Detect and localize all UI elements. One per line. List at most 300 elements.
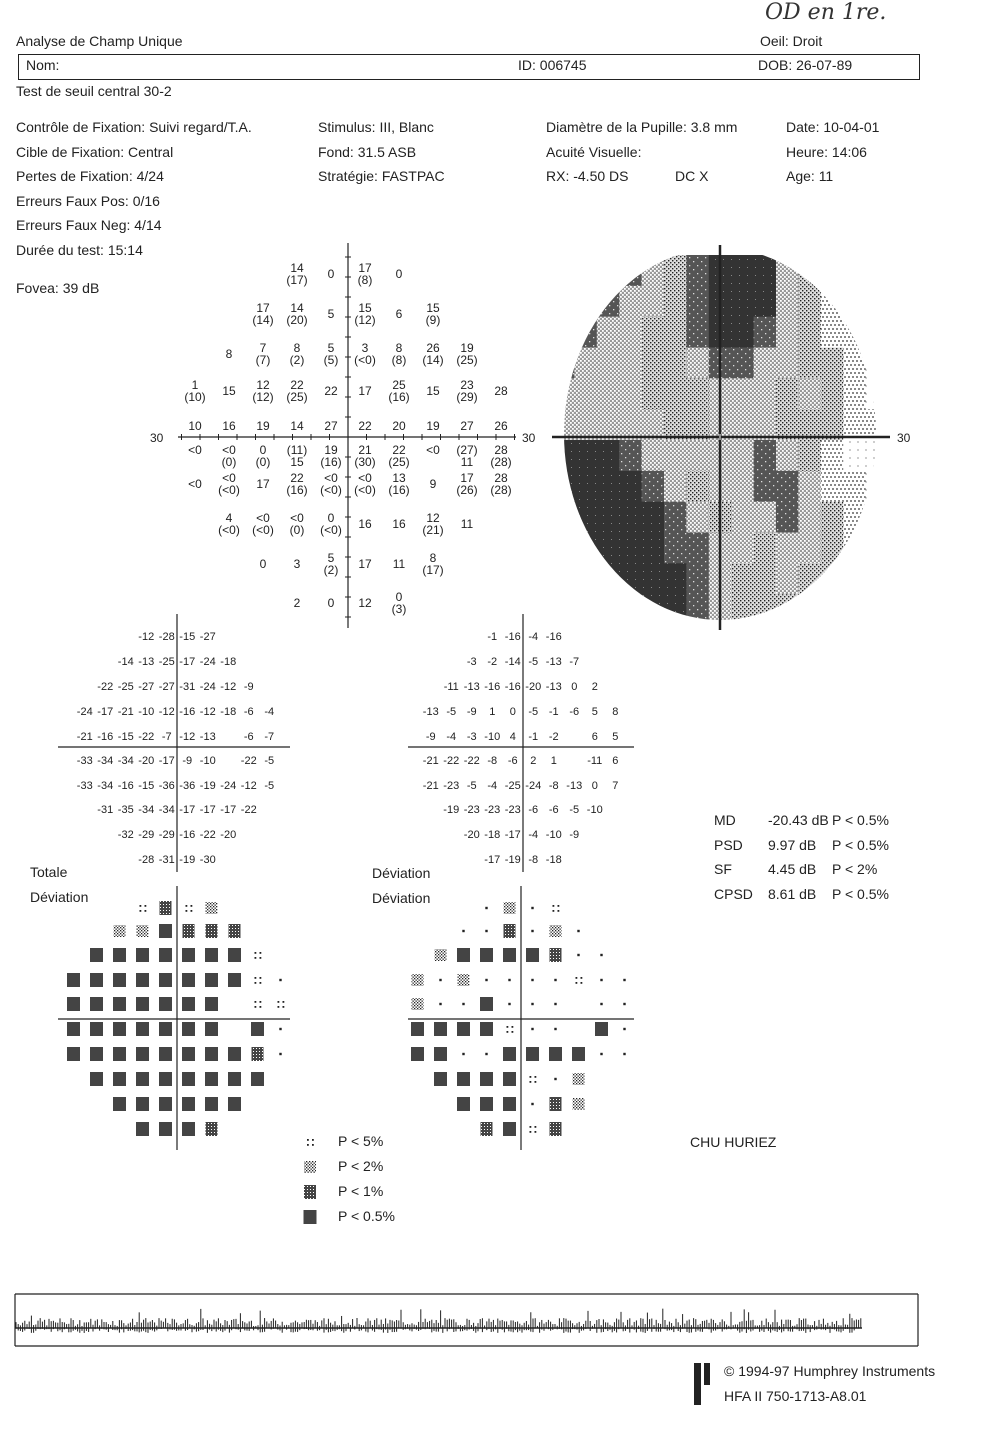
threshold-value: <0 bbox=[426, 443, 440, 457]
threshold-value: (16) bbox=[388, 483, 410, 497]
threshold-value: (0) bbox=[221, 455, 237, 469]
index-value: 4.45 dB bbox=[768, 861, 817, 877]
pattern-deviation-value: -13 bbox=[422, 706, 439, 718]
pattern-deviation-value: -10 bbox=[484, 731, 501, 743]
threshold-value: <0 bbox=[188, 443, 202, 457]
total-deviation-value: -29 bbox=[138, 829, 155, 841]
pattern-deviation-value: 2 bbox=[591, 681, 598, 693]
pattern-deviation-value: -8 bbox=[528, 854, 539, 866]
legend-label: P < 2% bbox=[338, 1158, 384, 1174]
total-deviation-value: -36 bbox=[179, 780, 196, 792]
threshold-value: 20 bbox=[392, 419, 406, 433]
pattern-deviation-value: -2 bbox=[487, 656, 498, 668]
total-deviation-value: -24 bbox=[199, 656, 216, 668]
total-deviation-value: -17 bbox=[220, 804, 237, 816]
threshold-value: (<0) bbox=[320, 523, 342, 537]
pattern-deviation-label: Déviation Déviation bbox=[372, 865, 431, 906]
threshold-value: 21 bbox=[358, 443, 372, 457]
legend-label: P < 5% bbox=[338, 1133, 384, 1149]
param-line: Durée du test: 15:14 bbox=[16, 241, 143, 258]
pattern-deviation-value: -3 bbox=[466, 731, 477, 743]
threshold-value: 19 bbox=[426, 419, 440, 433]
patient-id: ID: 006745 bbox=[518, 57, 587, 73]
total-deviation-value: -22 bbox=[199, 829, 216, 841]
threshold-value: (3) bbox=[391, 602, 407, 616]
pattern-deviation-value: -22 bbox=[463, 755, 480, 767]
threshold-value: 17 bbox=[256, 301, 270, 315]
pattern-deviation-value: -11 bbox=[443, 681, 459, 693]
threshold-value: 28 bbox=[494, 443, 508, 457]
total-deviation-value: -15 bbox=[138, 780, 155, 792]
threshold-value: (14) bbox=[422, 353, 444, 367]
total-deviation-value: -22 bbox=[240, 804, 257, 816]
total-deviation-value: -21 bbox=[76, 731, 93, 743]
threshold-value: 25 bbox=[392, 378, 406, 392]
pattern-deviation-value: -13 bbox=[545, 681, 562, 693]
threshold-value: 3 bbox=[293, 557, 301, 571]
threshold-value: 0 bbox=[259, 443, 267, 457]
index-value: -20.43 dB bbox=[768, 812, 829, 828]
threshold-value: (26) bbox=[456, 483, 478, 497]
pattern-deviation-value: 0 bbox=[571, 681, 578, 693]
threshold-value: (10) bbox=[184, 390, 206, 404]
pattern-deviation-value: -9 bbox=[466, 706, 477, 718]
threshold-value: (17) bbox=[286, 273, 308, 287]
index-probability: P < 0.5% bbox=[832, 836, 889, 853]
threshold-value: 1 bbox=[191, 378, 199, 392]
threshold-value: 7 bbox=[259, 341, 267, 355]
threshold-value: 6 bbox=[395, 307, 403, 321]
threshold-value: (11) bbox=[286, 443, 308, 457]
total-deviation-value: -18 bbox=[220, 706, 237, 718]
total-deviation-value: -32 bbox=[117, 829, 134, 841]
threshold-value: 12 bbox=[256, 378, 270, 392]
pattern-deviation-value: -18 bbox=[545, 854, 562, 866]
threshold-value: 22 bbox=[324, 384, 338, 398]
index-name: CPSD bbox=[714, 885, 753, 902]
total-deviation-value: -31 bbox=[179, 681, 196, 693]
total-deviation-value: -28 bbox=[158, 631, 175, 643]
pattern-deviation-value: -20 bbox=[525, 681, 542, 693]
threshold-value: (<0) bbox=[252, 523, 274, 537]
threshold-value: 16 bbox=[358, 517, 372, 531]
threshold-value: 12 bbox=[426, 511, 440, 525]
threshold-value: 22 bbox=[392, 443, 406, 457]
total-deviation-value: -16 bbox=[179, 706, 196, 718]
pattern-deviation-value: -23 bbox=[443, 780, 460, 792]
threshold-value: 8 bbox=[429, 551, 437, 565]
pattern-deviation-value: -6 bbox=[528, 804, 539, 816]
threshold-value: (5) bbox=[323, 353, 339, 367]
pattern-deviation-value: 7 bbox=[612, 780, 619, 792]
pattern-deviation-value: -6 bbox=[507, 755, 518, 767]
pattern-deviation-value: -13 bbox=[566, 780, 583, 792]
param-line: Age: 11 bbox=[786, 168, 834, 184]
fovea-value: Fovea: 39 dB bbox=[16, 280, 100, 296]
index-probability: P < 0.5% bbox=[832, 885, 889, 902]
total-deviation-value: -22 bbox=[240, 755, 257, 767]
pattern-deviation-value: -16 bbox=[504, 681, 521, 693]
pattern-deviation-value: -17 bbox=[504, 829, 521, 841]
total-deviation-value: -20 bbox=[138, 755, 155, 767]
threshold-value: <0 bbox=[324, 471, 338, 485]
total-deviation-value: -31 bbox=[158, 854, 175, 866]
threshold-value: (2) bbox=[289, 353, 305, 367]
total-deviation-value: -6 bbox=[243, 706, 254, 718]
pattern-deviation-value: -5 bbox=[466, 780, 477, 792]
total-deviation-value: -12 bbox=[138, 631, 155, 643]
threshold-value: 27 bbox=[460, 419, 474, 433]
patient-dob: DOB: 26-07-89 bbox=[758, 57, 853, 73]
threshold-value: (28) bbox=[490, 483, 512, 497]
param-line: Stratégie: FASTPAC bbox=[318, 168, 445, 184]
threshold-value: 8 bbox=[225, 347, 233, 361]
pattern-deviation-value: -10 bbox=[545, 829, 562, 841]
total-deviation-value: -12 bbox=[158, 706, 175, 718]
threshold-value: 11 bbox=[460, 455, 474, 469]
pattern-deviation-value: -19 bbox=[504, 854, 521, 866]
index-value: 8.61 dB bbox=[768, 885, 817, 902]
pattern-deviation-value: -10 bbox=[586, 804, 603, 816]
threshold-value: 26 bbox=[426, 341, 440, 355]
param-line: Pertes de Fixation: 4/24 bbox=[16, 168, 164, 184]
index-probability: P < 0.5% bbox=[832, 812, 889, 828]
total-deviation-value: -24 bbox=[199, 681, 216, 693]
threshold-value: (25) bbox=[456, 353, 478, 367]
pattern-deviation-value: -13 bbox=[545, 656, 562, 668]
threshold-value: 22 bbox=[290, 471, 304, 485]
total-deviation-value: -22 bbox=[138, 731, 155, 743]
pattern-deviation-value: -8 bbox=[548, 780, 559, 792]
axis-label-left: 30 bbox=[150, 431, 164, 445]
humphrey-logo bbox=[690, 1363, 712, 1405]
total-deviation-label: Totale Déviation bbox=[30, 864, 89, 905]
total-deviation-value: -17 bbox=[97, 706, 114, 718]
total-deviation-value: -17 bbox=[199, 804, 216, 816]
total-deviation-value: -33 bbox=[76, 780, 93, 792]
threshold-value: (12) bbox=[354, 313, 376, 327]
param-line: Cible de Fixation: Central bbox=[16, 143, 174, 160]
total-deviation-value: -12 bbox=[179, 731, 196, 743]
threshold-value: 0 bbox=[395, 267, 403, 281]
threshold-value: 17 bbox=[256, 477, 270, 491]
name-label: Nom: bbox=[26, 57, 60, 73]
total-deviation-value: -34 bbox=[138, 804, 155, 816]
param-line: Date: 10-04-01 bbox=[786, 119, 880, 135]
param-line: DC X bbox=[675, 168, 709, 184]
total-deviation-value: -16 bbox=[117, 780, 134, 792]
threshold-value: (8) bbox=[357, 273, 373, 287]
threshold-value: (29) bbox=[456, 390, 478, 404]
total-deviation-value: -22 bbox=[97, 681, 114, 693]
threshold-value: 8 bbox=[395, 341, 403, 355]
threshold-value: 11 bbox=[460, 517, 474, 531]
pattern-deviation-value: -1 bbox=[528, 731, 539, 743]
total-deviation-value: -36 bbox=[158, 780, 175, 792]
pattern-deviation-value: 6 bbox=[612, 755, 619, 767]
threshold-value: 10 bbox=[188, 419, 202, 433]
threshold-value: 15 bbox=[222, 384, 236, 398]
threshold-value: 17 bbox=[358, 261, 372, 275]
threshold-value: 16 bbox=[222, 419, 236, 433]
total-deviation-value: -12 bbox=[240, 780, 257, 792]
pattern-deviation-value: 4 bbox=[509, 731, 516, 743]
threshold-value: <0 bbox=[358, 471, 372, 485]
threshold-value: 14 bbox=[290, 419, 304, 433]
index-name: PSD bbox=[714, 836, 743, 853]
total-deviation-value: -25 bbox=[158, 656, 175, 668]
threshold-value: 5 bbox=[327, 341, 335, 355]
threshold-value: (27) bbox=[456, 443, 478, 457]
pattern-deviation-value: 0 bbox=[509, 706, 516, 718]
threshold-value: 22 bbox=[358, 419, 372, 433]
threshold-value: (<0) bbox=[218, 483, 240, 497]
total-deviation-value: -17 bbox=[158, 755, 175, 767]
total-deviation-value: -19 bbox=[199, 780, 216, 792]
threshold-value: (9) bbox=[425, 313, 441, 327]
threshold-value: 2 bbox=[293, 596, 301, 610]
pattern-deviation-value: -1 bbox=[487, 631, 498, 643]
pattern-deviation-value: -8 bbox=[487, 755, 498, 767]
param-line: Stimulus: III, Blanc bbox=[318, 119, 434, 135]
threshold-value: 11 bbox=[392, 557, 406, 571]
total-deviation-value: -24 bbox=[76, 706, 93, 718]
pattern-deviation-value: -9 bbox=[425, 731, 436, 743]
total-deviation-value: -7 bbox=[161, 731, 172, 743]
pattern-deviation-value: 5 bbox=[612, 731, 619, 743]
threshold-value: (14) bbox=[252, 313, 274, 327]
total-deviation-value: -27 bbox=[138, 681, 155, 693]
greyscale-axis-label: 30 bbox=[897, 431, 911, 445]
total-deviation-value: -14 bbox=[117, 656, 134, 668]
threshold-value: 5 bbox=[327, 551, 335, 565]
threshold-value: (28) bbox=[490, 455, 512, 469]
threshold-value: (<0) bbox=[218, 523, 240, 537]
model-number: HFA II 750-1713-A8.01 bbox=[724, 1388, 867, 1404]
threshold-value: 28 bbox=[494, 471, 508, 485]
total-deviation-value: -4 bbox=[264, 706, 275, 718]
pattern-deviation-value: 6 bbox=[591, 731, 598, 743]
pattern-deviation-value: -9 bbox=[569, 829, 580, 841]
threshold-value: (17) bbox=[422, 563, 444, 577]
threshold-value: (0) bbox=[289, 523, 305, 537]
total-deviation-value: -9 bbox=[243, 681, 254, 693]
total-deviation-value: -10 bbox=[138, 706, 155, 718]
pattern-deviation-value: 1 bbox=[550, 755, 557, 767]
pattern-deviation-value: 2 bbox=[530, 755, 537, 767]
copyright: © 1994-97 Humphrey Instruments bbox=[724, 1363, 936, 1379]
threshold-value: (30) bbox=[354, 455, 376, 469]
threshold-value: 9 bbox=[429, 477, 437, 491]
threshold-value: (21) bbox=[422, 523, 444, 537]
pattern-deviation-value: -4 bbox=[528, 631, 539, 643]
threshold-value: 3 bbox=[361, 341, 369, 355]
param-line: Diamètre de la Pupille: 3.8 mm bbox=[546, 119, 738, 135]
param-line: RX: -4.50 DS bbox=[546, 168, 629, 184]
threshold-value: (16) bbox=[286, 483, 308, 497]
param-line: Erreurs Faux Neg: 4/14 bbox=[16, 217, 162, 233]
pattern-deviation-value: 8 bbox=[612, 706, 619, 718]
threshold-value: 17 bbox=[358, 557, 372, 571]
legend-label: P < 1% bbox=[338, 1183, 384, 1199]
threshold-value: 22 bbox=[290, 378, 304, 392]
threshold-value: (16) bbox=[388, 390, 410, 404]
legend-label: P < 0.5% bbox=[338, 1208, 395, 1224]
index-name: SF bbox=[714, 861, 732, 877]
threshold-value: 17 bbox=[358, 384, 372, 398]
total-deviation-value: -17 bbox=[179, 656, 196, 668]
param-line: Fond: 31.5 ASB bbox=[318, 143, 417, 160]
total-deviation-value: -28 bbox=[138, 854, 155, 866]
threshold-value: (7) bbox=[255, 353, 271, 367]
threshold-value: (25) bbox=[286, 390, 308, 404]
index-name: MD bbox=[714, 812, 736, 828]
index-value: 9.97 dB bbox=[768, 836, 817, 853]
pattern-deviation-value: -14 bbox=[504, 656, 521, 668]
pattern-deviation-value: 1 bbox=[489, 706, 496, 718]
total-deviation-value: -16 bbox=[179, 829, 196, 841]
threshold-value: 0 bbox=[395, 590, 403, 604]
threshold-value: (<0) bbox=[354, 483, 376, 497]
threshold-value: 13 bbox=[392, 471, 406, 485]
threshold-value: 0 bbox=[327, 511, 335, 525]
pattern-deviation-value: -25 bbox=[504, 780, 521, 792]
eye-label: Oeil: Droit bbox=[760, 33, 823, 49]
threshold-value: (0) bbox=[255, 455, 271, 469]
param-line: Acuité Visuelle: bbox=[546, 143, 642, 160]
total-deviation-value: -16 bbox=[97, 731, 114, 743]
param-line: Erreurs Faux Pos: 0/16 bbox=[16, 192, 160, 209]
total-deviation-value: -34 bbox=[117, 755, 134, 767]
total-deviation-value: -5 bbox=[264, 780, 275, 792]
threshold-value: 17 bbox=[460, 471, 474, 485]
total-deviation-value: -31 bbox=[97, 804, 114, 816]
threshold-value: <0 bbox=[290, 511, 304, 525]
threshold-value: 16 bbox=[392, 517, 406, 531]
total-deviation-value: -6 bbox=[243, 731, 254, 743]
threshold-value: 14 bbox=[290, 261, 304, 275]
threshold-value: (<0) bbox=[320, 483, 342, 497]
threshold-value: (2) bbox=[323, 563, 339, 577]
pattern-deviation-value: -19 bbox=[443, 804, 460, 816]
institution-name: CHU HURIEZ bbox=[690, 1134, 777, 1150]
pattern-deviation-value: -23 bbox=[504, 804, 521, 816]
threshold-value: 23 bbox=[460, 378, 474, 392]
total-deviation-value: -24 bbox=[220, 780, 237, 792]
pattern-deviation-value: -5 bbox=[569, 804, 580, 816]
threshold-value: 19 bbox=[460, 341, 474, 355]
threshold-value: 14 bbox=[290, 301, 304, 315]
pattern-deviation-value: 5 bbox=[591, 706, 598, 718]
pattern-deviation-value: -5 bbox=[528, 706, 539, 718]
threshold-value: (20) bbox=[286, 313, 308, 327]
threshold-value: <0 bbox=[222, 443, 236, 457]
threshold-value: <0 bbox=[222, 471, 236, 485]
total-deviation-value: -34 bbox=[97, 755, 114, 767]
index-probability: P < 2% bbox=[832, 861, 878, 877]
threshold-value: 0 bbox=[259, 557, 267, 571]
total-deviation-value: -18 bbox=[220, 656, 237, 668]
pattern-deviation-value: -16 bbox=[504, 631, 521, 643]
pattern-deviation-value: -6 bbox=[569, 706, 580, 718]
test-name: Test de seuil central 30-2 bbox=[16, 83, 172, 99]
total-deviation-value: -10 bbox=[199, 755, 216, 767]
total-deviation-value: -7 bbox=[264, 731, 275, 743]
pattern-deviation-value: -20 bbox=[463, 829, 480, 841]
total-deviation-value: -29 bbox=[158, 829, 175, 841]
threshold-value: (<0) bbox=[354, 353, 376, 367]
pattern-deviation-value: -17 bbox=[484, 854, 501, 866]
threshold-value: <0 bbox=[188, 477, 202, 491]
pattern-deviation-value: -1 bbox=[548, 706, 559, 718]
total-deviation-value: -21 bbox=[117, 706, 134, 718]
pattern-deviation-value: -21 bbox=[422, 755, 439, 767]
total-deviation-value: -30 bbox=[199, 854, 216, 866]
pattern-deviation-value: -7 bbox=[569, 656, 580, 668]
pattern-deviation-value: -21 bbox=[422, 780, 439, 792]
pattern-deviation-value: -22 bbox=[443, 755, 460, 767]
pattern-deviation-value: -18 bbox=[484, 829, 501, 841]
pattern-deviation-value: -23 bbox=[484, 804, 501, 816]
threshold-value: 0 bbox=[327, 596, 335, 610]
total-deviation-value: -15 bbox=[179, 631, 196, 643]
threshold-value: 28 bbox=[494, 384, 508, 398]
threshold-value: 15 bbox=[426, 301, 440, 315]
threshold-value: 15 bbox=[290, 455, 304, 469]
pattern-deviation-value: -13 bbox=[463, 681, 480, 693]
pattern-deviation-value: -23 bbox=[463, 804, 480, 816]
threshold-value: 4 bbox=[225, 511, 233, 525]
total-deviation-value: -33 bbox=[76, 755, 93, 767]
pattern-deviation-value: -11 bbox=[587, 755, 603, 767]
total-deviation-value: -34 bbox=[97, 780, 114, 792]
threshold-value: (16) bbox=[320, 455, 342, 469]
total-deviation-value: -15 bbox=[117, 731, 134, 743]
pattern-deviation-value: 0 bbox=[591, 780, 598, 792]
total-deviation-value: -5 bbox=[264, 755, 275, 767]
total-deviation-value: -20 bbox=[220, 829, 237, 841]
pattern-deviation-value: -24 bbox=[525, 780, 542, 792]
threshold-value: (8) bbox=[391, 353, 407, 367]
pattern-deviation-value: -16 bbox=[545, 631, 562, 643]
threshold-value: 26 bbox=[494, 419, 508, 433]
total-deviation-value: -27 bbox=[158, 681, 175, 693]
axis-label-right: 30 bbox=[522, 431, 536, 445]
total-deviation-value: -27 bbox=[199, 631, 216, 643]
threshold-value: (25) bbox=[388, 455, 410, 469]
threshold-value: (12) bbox=[252, 390, 274, 404]
param-line: Contrôle de Fixation: Suivi regard/T.A. bbox=[16, 119, 252, 135]
total-deviation-value: -9 bbox=[182, 755, 193, 767]
pattern-deviation-value: -16 bbox=[484, 681, 501, 693]
total-deviation-value: -34 bbox=[158, 804, 175, 816]
pattern-deviation-value: -5 bbox=[446, 706, 457, 718]
threshold-value: 19 bbox=[324, 443, 338, 457]
total-deviation-value: -17 bbox=[179, 804, 196, 816]
threshold-value: 15 bbox=[426, 384, 440, 398]
param-line: Heure: 14:06 bbox=[786, 143, 867, 160]
threshold-value: 8 bbox=[293, 341, 301, 355]
threshold-value: 0 bbox=[327, 267, 335, 281]
threshold-value: 12 bbox=[358, 596, 372, 610]
total-deviation-value: -19 bbox=[179, 854, 196, 866]
total-deviation-value: -35 bbox=[117, 804, 134, 816]
threshold-value: 5 bbox=[327, 307, 335, 321]
pattern-deviation-value: -5 bbox=[528, 656, 539, 668]
total-deviation-value: -25 bbox=[117, 681, 134, 693]
threshold-value: <0 bbox=[256, 511, 270, 525]
threshold-value: 19 bbox=[256, 419, 270, 433]
